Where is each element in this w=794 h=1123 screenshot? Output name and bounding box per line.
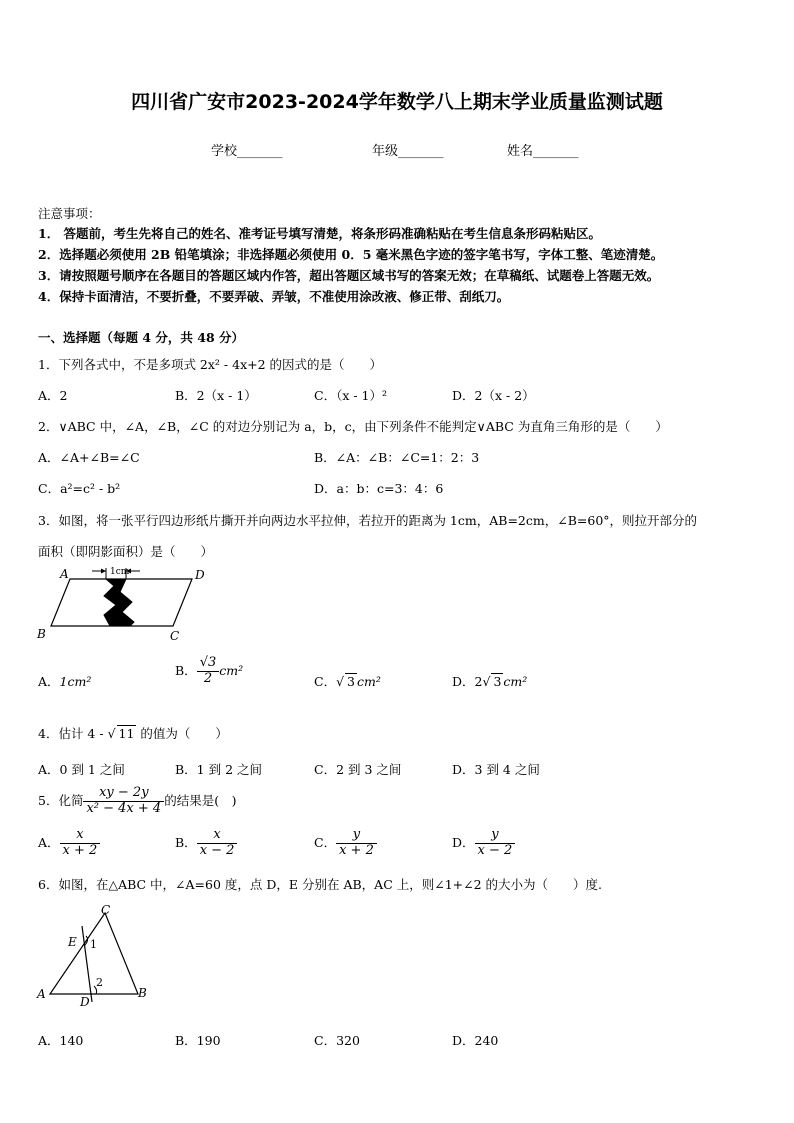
q6-vertex-b: B (138, 986, 147, 1000)
q5-option-a-label: A． (38, 834, 60, 850)
q3-vertex-b: B (37, 627, 46, 641)
q4-stem: 4．估计 4 - √ 11 的值为（ ） (38, 726, 228, 741)
q5-option-d-denominator: x − 2 (477, 842, 513, 858)
notice-item-1: 1． 答题前，考生先将自己的姓名、准考证号填写清楚，将条形码准确粘贴在考生信息条形码粘贴区。 (38, 226, 602, 241)
q3-option-a-value: 1cm² (59, 674, 92, 689)
q3-stem-line2: 面积（即阴影面积）是（ ） (38, 544, 214, 559)
q5-option-b-fraction (197, 828, 238, 859)
q6-point-d: D (80, 995, 90, 1009)
q3-parallelogram-figure (30, 560, 220, 648)
q5-option-b-denominator: x − 2 (199, 842, 235, 858)
q3-distance-label: 1cm (110, 567, 130, 577)
q3-option-b-fraction (197, 656, 220, 687)
q6-option-a: A．140 (38, 1033, 84, 1048)
school-field: 学校_______ (211, 144, 283, 159)
q4-option-b: B．1 到 2 之间 (175, 762, 263, 777)
q4-option-a: A．0 到 1 之间 (38, 762, 125, 777)
q5-stem-fraction (83, 786, 164, 817)
q3-option-a-label: A． (38, 674, 60, 689)
q1-option-c: C．（x - 1）² (314, 388, 387, 403)
q5-option-b (175, 828, 237, 859)
notice-heading: 注意事项： (38, 206, 101, 221)
q5-stem-prefix: 5．化简 (38, 792, 84, 808)
q3-option-b-denominator: 2 (203, 670, 213, 686)
notice-item-3: 3．请按照题号顺序在各题目的答题区域内作答，超出答题区域书写的答案无效；在草稿纸、试题卷上答题无效。 (38, 268, 660, 283)
q3-vertex-c: C (170, 629, 180, 643)
q6-point-e: E (68, 935, 77, 949)
q6-option-c: C．320 (314, 1033, 360, 1048)
q5-stem-numerator: xy − 2y (83, 786, 164, 802)
q3-option-d-unit: cm² (503, 674, 528, 689)
q6-triangle-figure (30, 898, 160, 1010)
notice-item-4: 4．保持卡面清洁，不要折叠，不要弄破、弄皱，不准使用涂改液、修正带、刮纸刀。 (38, 289, 510, 304)
q5-option-b-numerator: x (197, 828, 238, 844)
q4-stem-radicand: 11 (118, 726, 135, 741)
section-heading: 一、选择题（每题 4 分，共 48 分） (38, 330, 245, 345)
name-field: 姓名_______ (507, 144, 579, 159)
q3-option-c-radicand: 3 (347, 674, 355, 689)
q1-option-a: A．2 (38, 388, 68, 403)
q5-option-c-label: C． (314, 834, 337, 850)
page-title: 四川省广安市2023-2024学年数学八上期末学业质量监测试题 (131, 91, 663, 113)
q1-stem: 1．下列各式中，不是多项式 2x² - 4x+2 的因式的是（ ） (38, 357, 383, 372)
q6-vertex-a: A (37, 987, 46, 1001)
q5-option-c (314, 828, 377, 859)
q6-option-d: D．240 (452, 1033, 499, 1048)
q2-option-a: A．∠A+∠B=∠C (38, 450, 140, 465)
q5-option-c-denominator: x + 2 (339, 842, 374, 858)
q6-angle-2-label: 2 (96, 976, 103, 989)
q5-option-a-fraction (60, 828, 101, 859)
q6-vertex-c: C (101, 903, 111, 917)
q4-stem-prefix: 4．估计 4 - (38, 726, 108, 741)
q5-option-c-fraction (336, 828, 377, 859)
q6-stem: 6．如图，在△ABC 中，∠A=60 度，点 D，E 分别在 AB，AC 上，则∠1+∠2 的大小为（ ）度. (38, 877, 603, 892)
grade-field: 年级_______ (372, 144, 444, 159)
q3-option-c-unit: cm² (357, 674, 381, 689)
q5-stem-suffix: 的结果是( ) (164, 792, 237, 808)
q5-option-d (452, 828, 515, 859)
q4-stem-suffix: 的值为（ ） (136, 726, 228, 741)
q5-option-a (38, 828, 100, 859)
q3-vertex-d: D (195, 568, 205, 582)
q3-option-c: C．√ 3 cm² (314, 674, 381, 689)
q4-option-c: C．2 到 3 之间 (314, 762, 402, 777)
q5-option-a-denominator: x + 2 (62, 842, 98, 858)
q3-option-d-label: D．2 (452, 674, 483, 689)
q5-option-d-numerator: y (475, 828, 516, 844)
q5-option-d-label: D． (452, 834, 475, 850)
q6-angle-1-label: 1 (90, 938, 97, 951)
notice-item-2: 2．选择题必须使用 2B 铅笔填涂；非选择题必须使用 0．5 毫米黑色字迹的签字笔书写，字体工整、笔迹清楚。 (38, 247, 664, 262)
q2-stem: 2．∨ABC 中，∠A，∠B，∠C 的对边分别记为 a，b，c，由下列条件不能判定∨ABC 为直角三角形的是（ ） (38, 419, 668, 434)
q3-option-b-numerator: √3 (197, 656, 220, 672)
q3-option-d-radicand: 3 (493, 674, 502, 689)
q2-option-c: C．a²=c² - b² (38, 481, 121, 496)
q6-option-b: B．190 (175, 1033, 221, 1048)
q3-option-b-unit: cm² (219, 662, 244, 678)
q5-stem-denominator: x² − 4x + 4 (86, 800, 162, 816)
q1-option-b: B．2（x - 1） (175, 388, 257, 403)
q5-option-a-numerator: x (60, 828, 101, 844)
q2-option-b: B．∠A：∠B：∠C=1：2：3 (314, 450, 480, 465)
q3-option-c-label: C． (314, 674, 337, 689)
q3-option-b-label: B． (175, 662, 197, 678)
q5-stem (38, 786, 236, 817)
q3-stem-line1: 3．如图，将一张平行四边形纸片撕开并向两边水平拉伸，若拉开的距离为 1cm，AB=2cm，∠B=60°，则拉开部分的 (38, 513, 698, 528)
q3-vertex-a: A (60, 567, 69, 581)
q5-option-c-numerator: y (336, 828, 377, 844)
q1-option-d: D．2（x - 2） (452, 388, 535, 403)
q4-option-d: D．3 到 4 之间 (452, 762, 540, 777)
q3-option-a (38, 672, 91, 690)
q3-option-d: D．2√ 3 cm² (452, 674, 528, 689)
q5-option-d-fraction (475, 828, 516, 859)
q5-option-b-label: B． (175, 834, 197, 850)
q3-option-b (175, 656, 243, 687)
q2-option-d: D．a：b：c=3：4：6 (314, 481, 444, 496)
